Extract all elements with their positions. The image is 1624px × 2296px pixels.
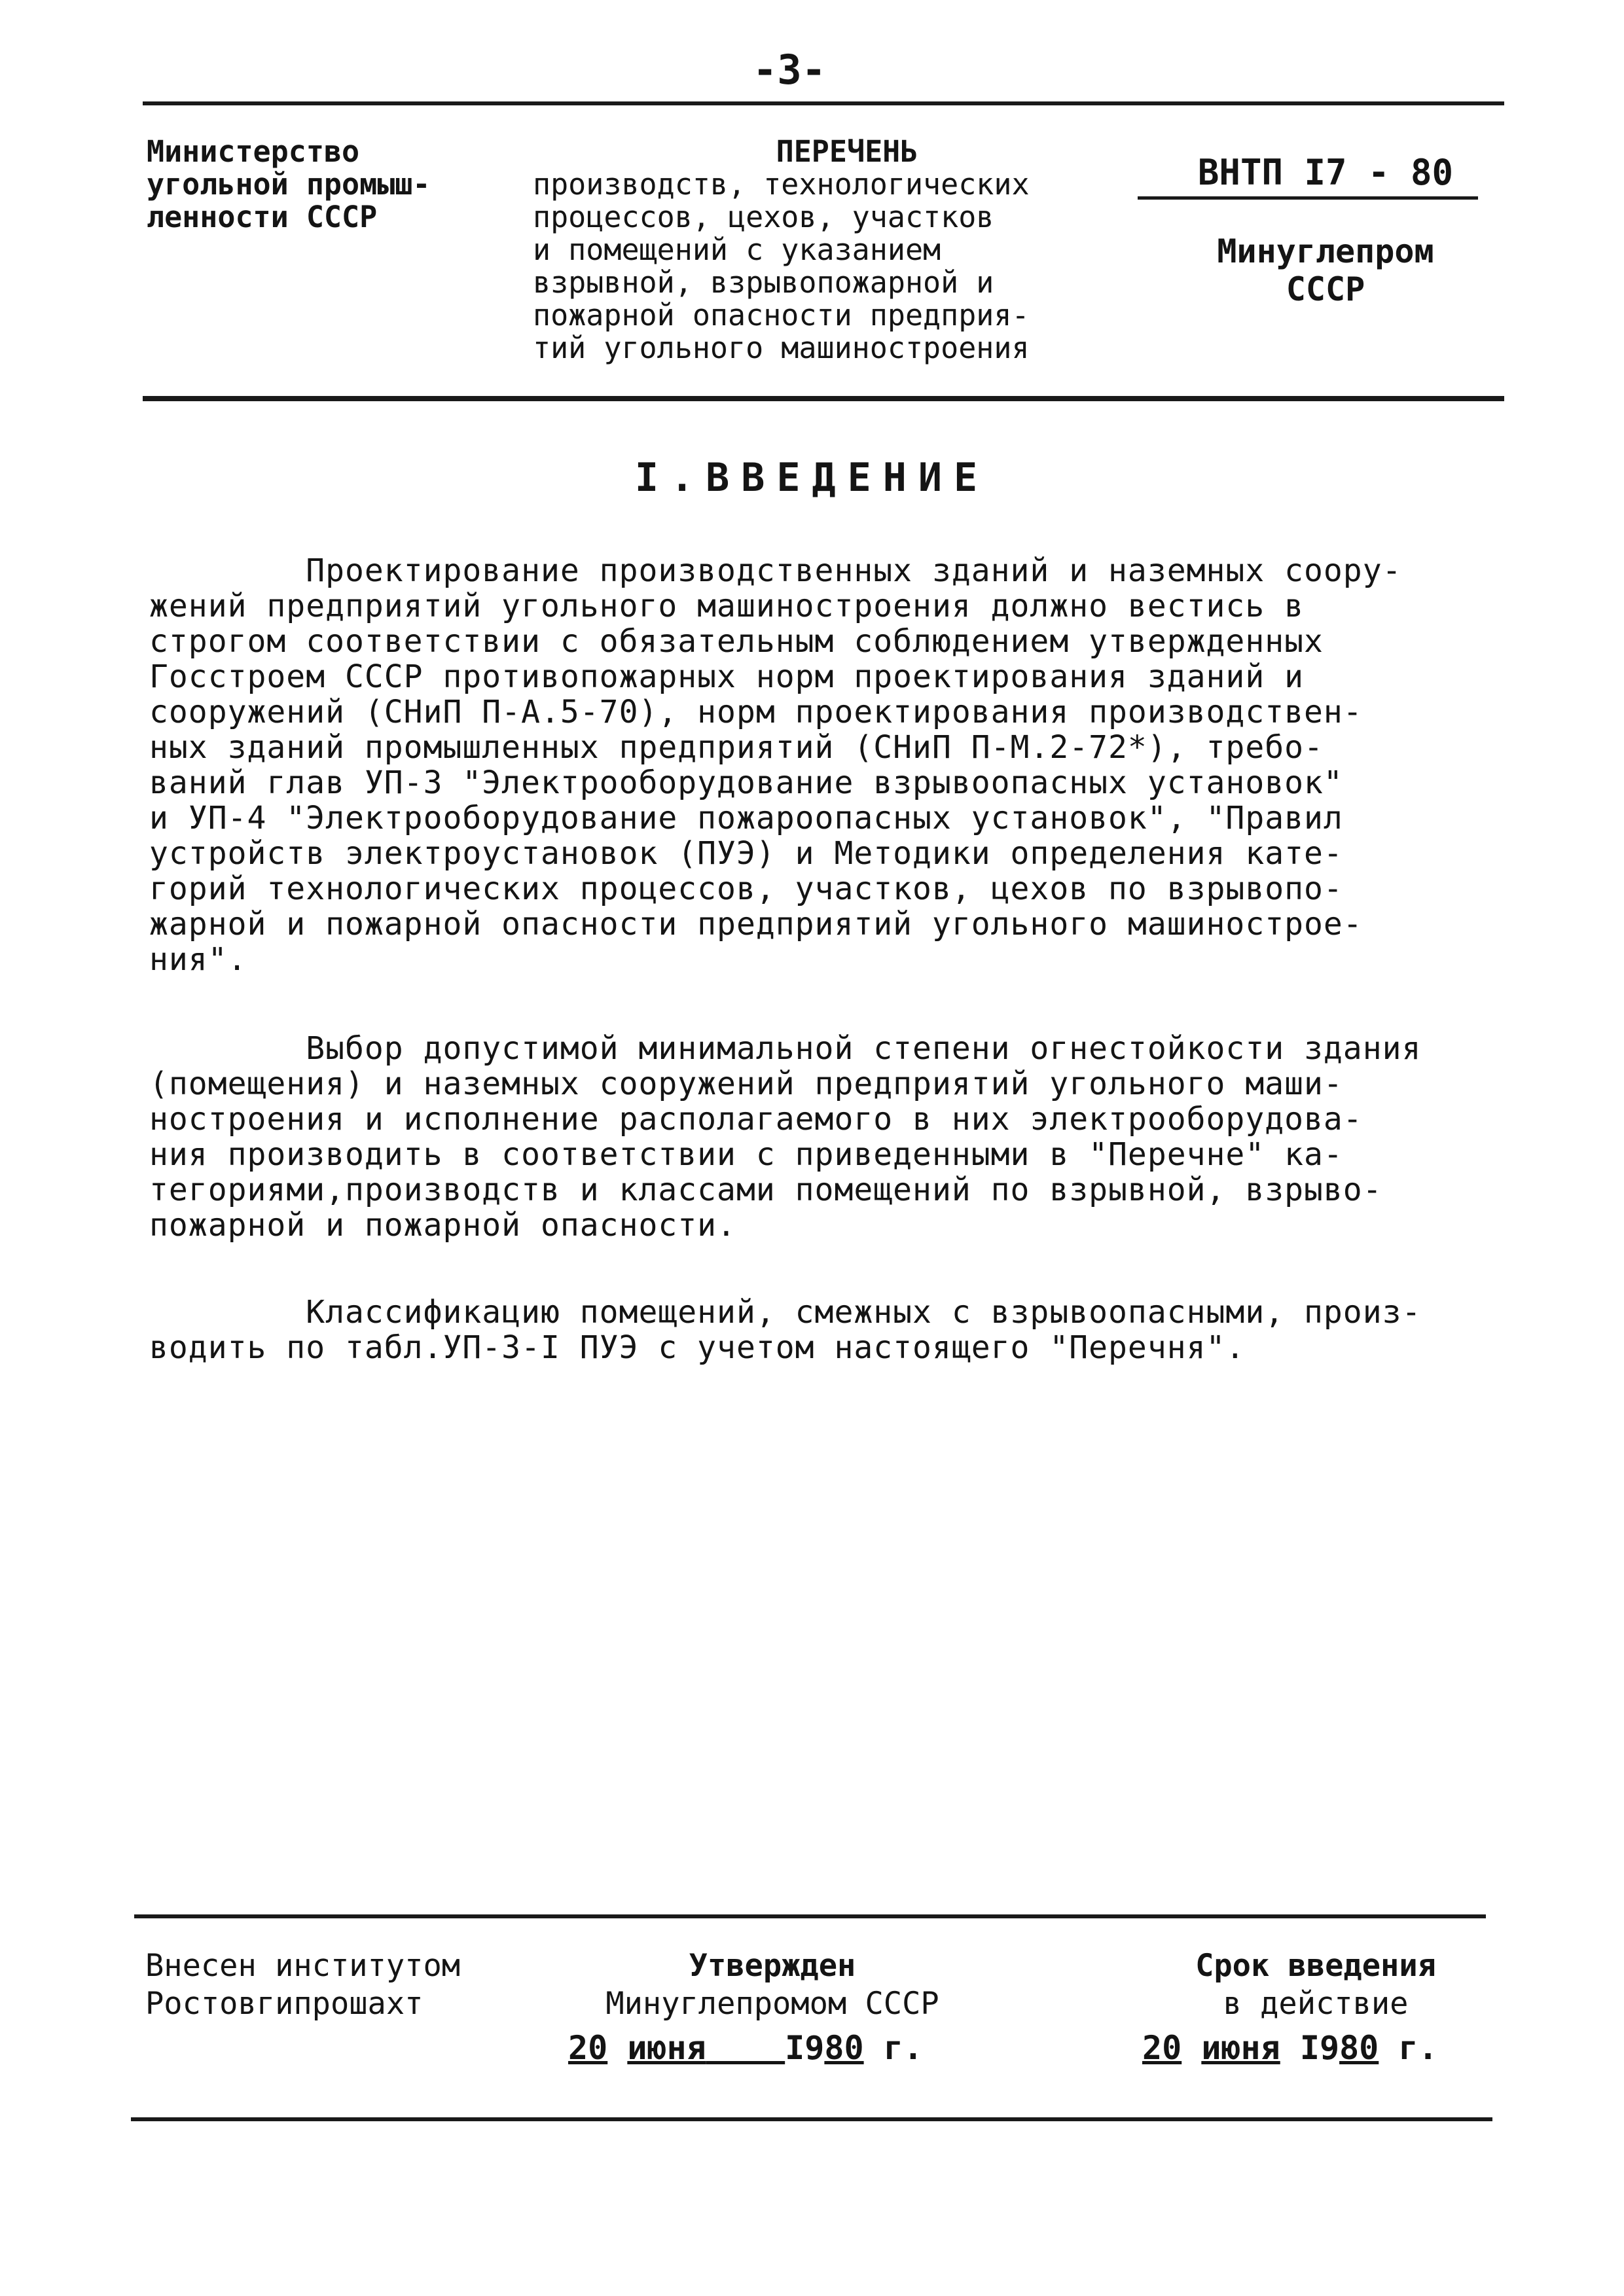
effective-date-suffix: г. (1379, 2029, 1438, 2067)
section-title: I.ВВЕДЕНИЕ (634, 455, 990, 501)
approved-by-line: Минуглепромом СССР (605, 1986, 939, 2022)
document-code-underline (1138, 196, 1478, 200)
effective-date (1142, 2029, 1438, 2067)
paragraph-line: горий технологических процессов, участков, цехов по взрывопо- (149, 870, 1343, 907)
paragraph-line: ных зданий промышленных предприятий (СНиП П-М.2-72*), требо- (149, 729, 1324, 766)
footer-bottom-rule (131, 2117, 1492, 2121)
paragraph-line: ностроения и исполнение располагаемого в них электрооборудова- (149, 1101, 1363, 1138)
paragraph-line: жений предприятий угольного машиностроения должно вестись в (149, 588, 1305, 624)
effective-date-year-prefix: I9 (1299, 2029, 1340, 2067)
paragraph-3 (149, 1294, 1422, 1366)
page-number: -3- (753, 46, 826, 94)
paragraph-line: тегориями,производств и классами помещений по взрывной, взрыво- (149, 1172, 1382, 1208)
approval-date (568, 2029, 923, 2067)
footer-top-rule (134, 1914, 1486, 1918)
document-code: ВНТП I7 - 80 (1197, 152, 1454, 193)
document-title: ПЕРЕЧЕНЬ (776, 134, 918, 169)
issuer-line: СССР (1286, 270, 1365, 308)
paragraph-line: Классификацию помещений, смежных с взрывоопасными, произ- (149, 1294, 1422, 1331)
document-subtitle-line: пожарной опасности предприя- (533, 298, 1030, 332)
paragraph-1 (149, 553, 1413, 977)
header-top-rule (143, 101, 1504, 105)
submitted-by-line: Ростовгипрошахт (145, 1986, 424, 2022)
issuer-block (1178, 232, 1473, 308)
paragraph-line: и УП-4 "Электрооборудование пожароопасных установок", "Правил (149, 800, 1343, 836)
document-title-block (533, 135, 1161, 365)
approval-date-month: июня (627, 2029, 706, 2067)
ministry-block (147, 135, 430, 234)
approval-date-year-prefix: I9 (785, 2029, 825, 2067)
header-bottom-rule (143, 396, 1504, 401)
ministry-line: угольной промыш- (147, 167, 431, 202)
document-subtitle-line: производств, технологических (533, 167, 1030, 202)
effective-date-line: в действие (1223, 1986, 1409, 2022)
document-subtitle-line: взрывной, взрывопожарной и (533, 265, 994, 300)
document-subtitle-line: и помещений с указанием (533, 232, 941, 267)
effective-date-block (1159, 1947, 1473, 2023)
paragraph-line: пожарной и пожарной опасности. (149, 1207, 736, 1244)
paragraph-line: ваний глав УП-3 "Электрооборудование взрывоопасных установок" (149, 764, 1343, 801)
issuer-line: Минуглепром (1217, 232, 1434, 270)
effective-date-line: Срок введения (1195, 1948, 1436, 1984)
paragraph-line: ния". (149, 941, 247, 978)
approval-date-gap (706, 2029, 785, 2067)
effective-date-month: июня (1201, 2029, 1280, 2067)
effective-date-year-suffix: 80 (1339, 2029, 1379, 2067)
ministry-line: Министерство (147, 134, 360, 169)
paragraph-line: сооружений (СНиП П-А.5-70), норм проектирования производствен- (149, 694, 1363, 730)
approved-by-line: Утвержден (689, 1948, 856, 1984)
document-subtitle-line: тий угольного машиностроения (533, 331, 1030, 365)
submitted-by-line: Внесен институтом (145, 1948, 461, 1984)
paragraph-line: жарной и пожарной опасности предприятий угольного машинострое- (149, 906, 1363, 942)
paragraph-line: Госстроем СССР противопожарных норм проектирования зданий и (149, 658, 1305, 695)
approval-date-day: 20 (568, 2029, 608, 2067)
effective-date-day: 20 (1142, 2029, 1182, 2067)
paragraph-line: строгом соответствии с обязательным соблюдением утвержденных (149, 623, 1324, 660)
paragraph-line: водить по табл.УП-3-I ПУЭ с учетом настоящего "Перечня". (149, 1329, 1246, 1366)
paragraph-line: Выбор допустимой минимальной степени огнестойкости здания (149, 1030, 1422, 1067)
paragraph-line: ния производить в соответствии с приведенными в "Перечне" ка- (149, 1136, 1343, 1173)
document-subtitle-line: процессов, цехов, участков (533, 200, 994, 234)
paragraph-line: Проектирование производственных зданий и наземных соору- (149, 552, 1402, 589)
approval-date-year-suffix: 80 (824, 2029, 864, 2067)
submitted-by-block (145, 1947, 460, 2023)
approved-by-block (569, 1947, 975, 2023)
approval-date-suffix: г. (863, 2029, 923, 2067)
ministry-line: ленности СССР (147, 200, 378, 234)
paragraph-line: устройств электроустановок (ПУЭ) и Методики определения кате- (149, 835, 1343, 872)
paragraph-line: (помещения) и наземных сооружений предприятий угольного маши- (149, 1066, 1343, 1102)
paragraph-2 (149, 1030, 1422, 1244)
